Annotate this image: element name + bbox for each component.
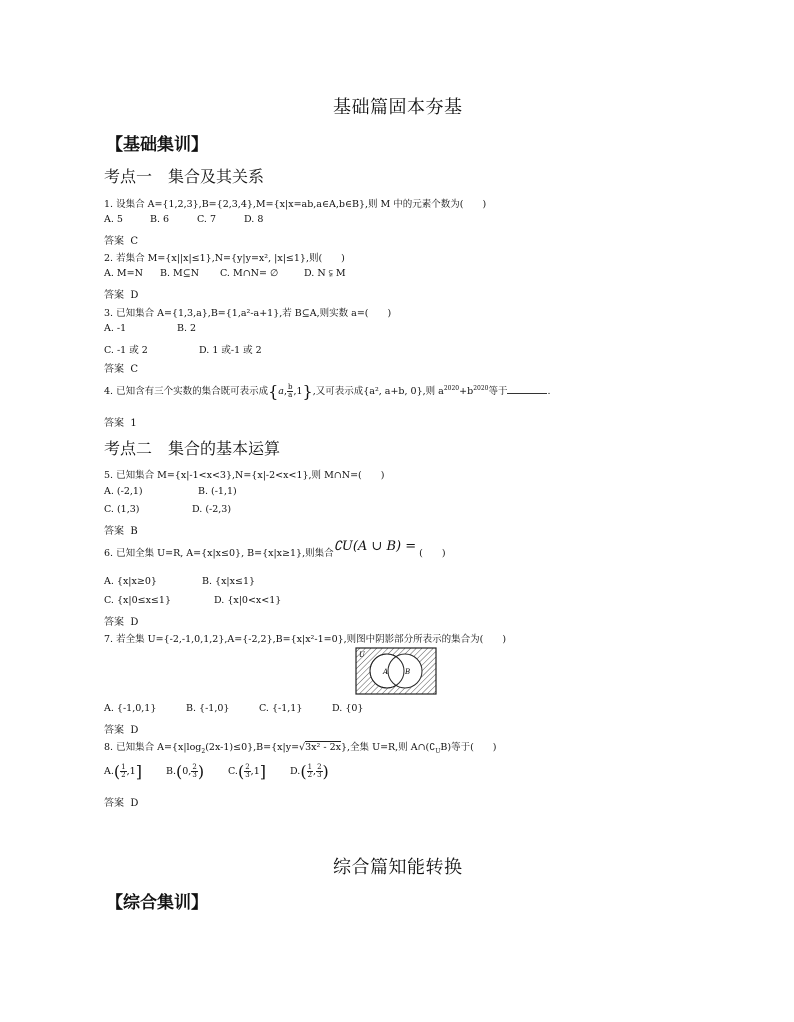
q2-answer bbox=[104, 286, 138, 301]
answer-label: 答案 bbox=[104, 364, 124, 375]
venn-label-a: A bbox=[383, 668, 389, 676]
q5-option-d: D. (-2,3) bbox=[192, 504, 232, 515]
q3-option-d: D. 1 或-1 或 2 bbox=[199, 345, 262, 356]
q3-answer bbox=[104, 360, 138, 375]
answer-value: 1 bbox=[130, 418, 137, 429]
q1-answer bbox=[104, 232, 138, 247]
page-title-basic: 基础篇固本夯基 bbox=[333, 97, 463, 118]
q8-option-d: D.( $\frac{1}{2}$ , $\frac{2}{3}$ ) bbox=[290, 762, 329, 781]
q2-option-a: A. M=N bbox=[104, 268, 143, 279]
q6-option-c: C. {x|0≤x≤1} bbox=[104, 595, 171, 606]
sqrt-radicand: 3x² - 2x bbox=[305, 742, 341, 753]
q2-option-b: B. M⊆N bbox=[160, 268, 200, 279]
answer-blank bbox=[507, 384, 547, 394]
answer-value: C bbox=[130, 364, 139, 375]
answer-value: C bbox=[130, 236, 139, 247]
question-8-stem: 8. 已知集合 $A=\{x|\log_2(2x-1)\le 0\},B=\{x|y=√3x^2 - 2x\}$,全集 U=R,则 $A\cap(∁_UB)$等于( ) bbox=[104, 742, 497, 755]
answer-value: D bbox=[130, 725, 139, 736]
q5-option-a: A. (-2,1) bbox=[104, 486, 143, 497]
q2-option-c: C. M∩N= ∅ bbox=[220, 268, 279, 279]
answer-value: D bbox=[130, 798, 139, 809]
q7-option-d: D. {0} bbox=[332, 703, 364, 714]
q7-option-b: B. {-1,0} bbox=[186, 703, 230, 714]
section-comp-drill: 【综合集训】 bbox=[106, 893, 208, 913]
answer-label: 答案 bbox=[104, 617, 124, 628]
q7-answer bbox=[104, 721, 138, 736]
question-3-stem: 3. 已知集合 A={1,3,a},B={1,a²-a+1},若 B⊆A,则实数 a=( ) bbox=[104, 308, 392, 319]
topic-heading-1: 考点一 集合及其关系 bbox=[104, 167, 265, 186]
q1-option-b: B. 6 bbox=[150, 214, 170, 225]
answer-label: 答案 bbox=[104, 290, 124, 301]
fraction-b-over-a: $\frac{b}{a}$ bbox=[287, 383, 293, 399]
answer-value: B bbox=[130, 526, 138, 537]
q4-answer bbox=[104, 414, 137, 429]
q8-answer bbox=[104, 794, 138, 809]
answer-label: 答案 bbox=[104, 526, 124, 537]
answer-label: 答案 bbox=[104, 418, 124, 429]
q3-option-b: B. 2 bbox=[177, 323, 197, 334]
q1-option-a: A. 5 bbox=[104, 214, 123, 225]
q6-option-a: A. {x|x≥0} bbox=[104, 576, 157, 587]
q1-option-d: D. 8 bbox=[244, 214, 264, 225]
complement-expression: ∁U(A ∪ B) = bbox=[333, 539, 417, 554]
answer-label: 答案 bbox=[104, 798, 124, 809]
topic-heading-2: 考点二 集合的基本运算 bbox=[104, 439, 281, 458]
section-basic-drill: 【基础集训】 bbox=[106, 135, 208, 155]
q6-answer bbox=[104, 613, 138, 628]
question-5-stem: 5. 已知集合 M={x|-1<x<3},N={x|-2<x<1},则 M∩N=( ) bbox=[104, 470, 385, 481]
answer-label: 答案 bbox=[104, 236, 124, 247]
venn-label-u: U bbox=[359, 651, 365, 659]
answer-label: 答案 bbox=[104, 725, 124, 736]
q7-option-c: C. {-1,1} bbox=[259, 703, 303, 714]
question-6-stem: 6. 已知全集 U=R, A={x|x≤0}, B={x|x≥1},则集合∁U(A ∪ B) = ( ) bbox=[104, 539, 446, 559]
q5-option-c: C. (1,3) bbox=[104, 504, 140, 515]
q3-option-c: C. -1 或 2 bbox=[104, 345, 148, 356]
answer-value: D bbox=[130, 617, 139, 628]
q5-option-b: B. (-1,1) bbox=[198, 486, 237, 497]
q6-option-b: B. {x|x≤1} bbox=[202, 576, 256, 587]
q8-option-c: C.( $\frac{2}{3}$ ,1] bbox=[228, 762, 266, 781]
venn-diagram bbox=[355, 647, 437, 695]
q7-option-a: A. {-1,0,1} bbox=[104, 703, 157, 714]
question-1-stem: 1. 设集合 A={1,2,3},B={2,3,4},M={x|x=ab,a∈A,b∈B},则 M 中的元素个数为( ) bbox=[104, 199, 487, 210]
page-title-comprehensive: 综合篇知能转换 bbox=[333, 857, 463, 878]
q6-option-d: D. {x|0<x<1} bbox=[214, 595, 282, 606]
venn-label-b: B bbox=[405, 668, 411, 676]
q8-option-b: B.(0, $\frac{2}{3}$ ) bbox=[166, 762, 205, 781]
sqrt-sign: √ bbox=[299, 742, 306, 753]
q5-answer bbox=[104, 522, 138, 537]
q8-option-a: A.( $\frac{1}{2}$ ,1] bbox=[104, 762, 142, 781]
q3-option-a: A. -1 bbox=[104, 323, 127, 334]
right-brace: } bbox=[302, 382, 313, 401]
q1-option-c: C. 7 bbox=[197, 214, 217, 225]
q2-option-d: D. N ⫋ M bbox=[304, 268, 346, 279]
question-7-stem: 7. 若全集 U={-2,-1,0,1,2},A={-2,2},B={x|x²-1=0},则图中阴影部分所表示的集合为( ) bbox=[104, 634, 507, 645]
question-4-stem: 4. 已知含有三个实数的集合既可表示成{a, $\frac{b}{a}$ ,1},又可表示成{a², a+b, 0},则 $a^{2020}+b^{2020}$等于 . bbox=[104, 382, 551, 401]
question-2-stem: 2. 若集合 M={x||x|≤1},N={y|y=x², |x|≤1},则( ) bbox=[104, 253, 345, 264]
left-brace: { bbox=[268, 382, 279, 401]
answer-value: D bbox=[130, 290, 139, 301]
